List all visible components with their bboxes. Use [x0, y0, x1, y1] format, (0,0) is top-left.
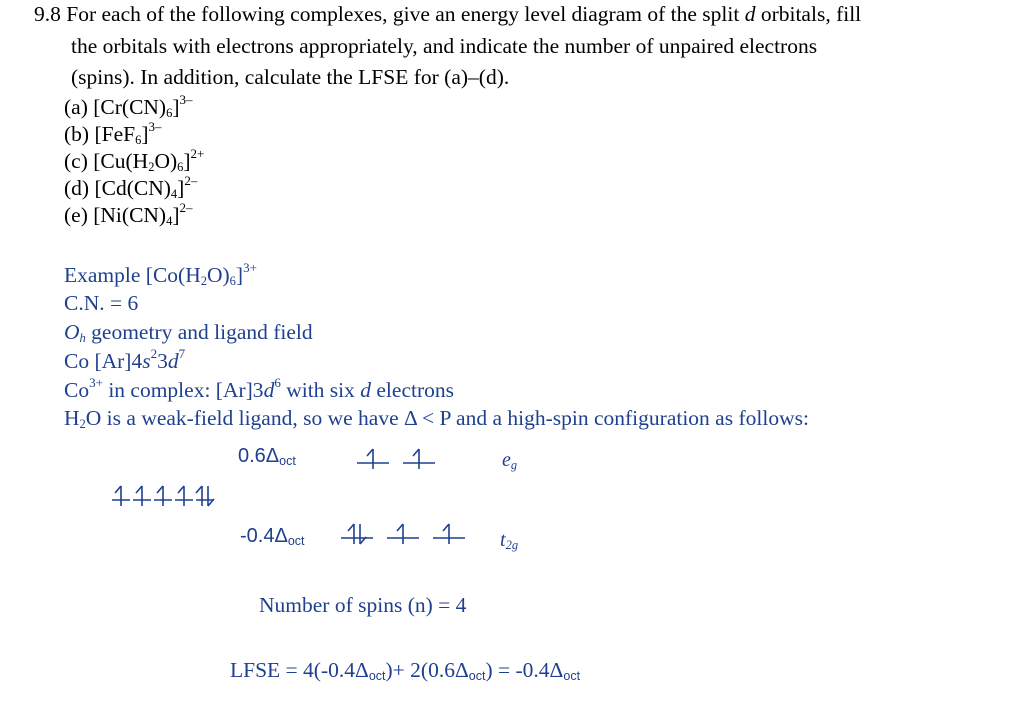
- geometry-line: $O_h$ geometry and ligand field: [64, 320, 313, 345]
- t2g-electron-up-0-head: [348, 524, 354, 531]
- lfse-result: LFSE = $4(-0.4\Delta_{oct})+ 2(0.6\Delta_{oct}) = -0.4\Delta_{oct}$: [230, 658, 581, 683]
- coordination-number: C.N. = 6: [64, 291, 139, 315]
- free-ion-electron-up-1-head: [136, 486, 142, 493]
- complex-item-d: (d) $[Cd(CN)_4]^{2-}$: [64, 173, 198, 201]
- free-ion-electron-up-0-head: [115, 486, 121, 493]
- eg-electron-up-1-head: [413, 449, 419, 456]
- complex-item-b: (b) $[FeF_6]^{3-}$: [64, 119, 162, 147]
- ion-configuration: $Co^{3+}$ in complex: $[Ar]3d^6$ with six d electrons: [64, 375, 454, 402]
- problem-line-1-text: For each of the following complexes, give an energy level diagram of the split: [66, 2, 740, 26]
- ligand-field-note: $H_2O$ is a weak-field ligand, so we have Δ < P and a high-spin configuration as follows:: [64, 406, 809, 431]
- t2g-electron-up-1-head: [397, 524, 403, 531]
- problem-line-2: the orbitals with electrons appropriately, and indicate the number of unpaired electrons: [71, 34, 818, 58]
- problem-number: 9.8: [34, 2, 61, 26]
- complex-item-e: (e) $[Ni(CN)_4]^{2-}$: [64, 200, 193, 228]
- cobalt-configuration: Co $[Ar]4s^23d^7$: [64, 346, 186, 373]
- free-ion-electron-up-3-head: [178, 486, 184, 493]
- example-title: Example $[Co(H_2O)_6]^{3+}$: [64, 260, 257, 288]
- spin-count: Number of spins (n) = 4: [259, 593, 467, 617]
- t2g-orbital-label: $t_{2g}$: [500, 529, 519, 552]
- problem-line-3: (spins). In addition, calculate the LFSE for (a)–(d).: [71, 65, 510, 89]
- eg-electron-up-0-head: [367, 449, 373, 456]
- t2g-energy-label: $-0.4\Delta_{oct}$: [240, 525, 305, 548]
- t2g-electron-up-2-head: [443, 524, 449, 531]
- d-orbital-italic: d: [744, 2, 756, 26]
- eg-energy-label: $0.6\Delta_{oct}$: [238, 445, 296, 468]
- problem-line-1-end: orbitals, fill: [760, 2, 862, 26]
- complex-item-c: (c) $[Cu(H_2O)_6]^{2+}$: [64, 146, 205, 174]
- free-ion-electron-up-2-head: [157, 486, 163, 493]
- complex-item-a: (a) $[Cr(CN)_6]^{3-}$: [64, 92, 193, 120]
- eg-orbital-label: $e_g$: [502, 449, 518, 472]
- free-ion-electron-up-4-head: [196, 486, 202, 493]
